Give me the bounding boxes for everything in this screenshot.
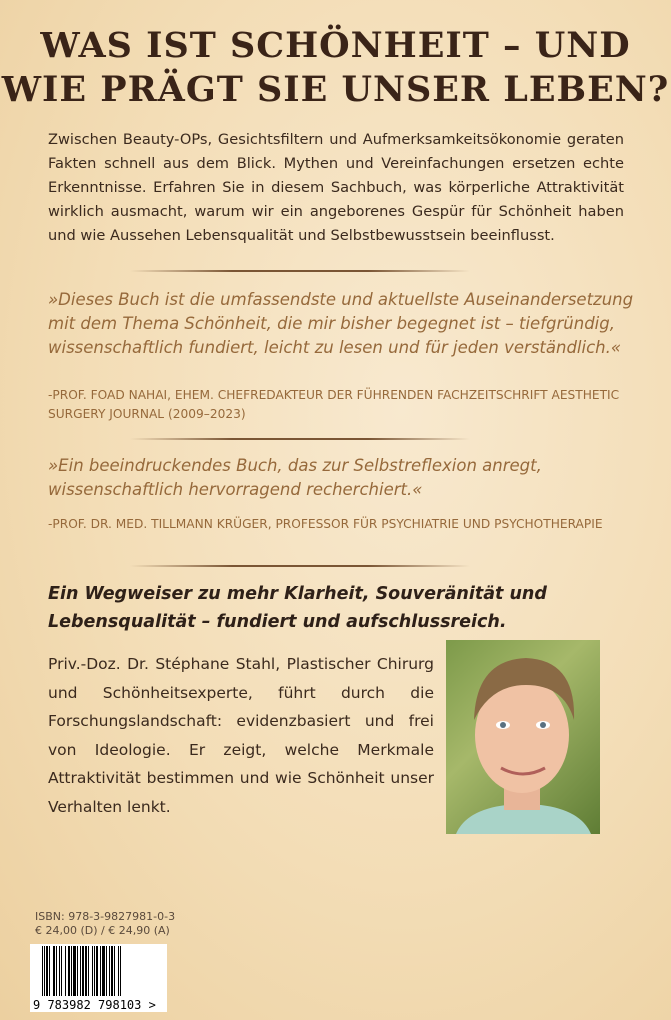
author-photo [446,640,600,834]
divider [130,270,470,272]
price: € 24,00 (D) / € 24,90 (A) [35,924,170,937]
barcode [30,944,167,1012]
tagline: Ein Wegweiser zu mehr Klarheit, Souveränität und Lebensqualität – fundiert und aufschlussreich. [48,584,547,632]
intro-text: Zwischen Beauty-OPs, Gesichtsfiltern und Aufmerksamkeitsökonomie geraten Fakten schnell aus dem Blick. Mythen und Vereinfachungen ersetzen echte Erkenntnisse. Erfahren Sie in diesem Sachbuch, was körperliche Attraktivität wirklich ausmacht, warum wir ein angeborenes Gespür für Schönheit haben und wie Aussehen Lebensqualität und Selbstbewusstsein beeinflusst. [48,131,624,244]
divider [130,438,470,440]
cover-title [0,24,671,112]
barcode-bars [42,946,123,996]
quote-2: »Ein beeindruckendes Buch, das zur Selbstreflexion anregt, wissenschaftlich hervorragend recherchiert.« [48,456,542,499]
quote-1: »Dieses Buch ist die umfassendste und aktuellste Auseinandersetzung mit dem Thema Schönheit, die mir bisher begegnet ist – tiefgründig, wissenschaftlich fundiert, leicht zu lesen und für jeden verständlich.« [48,290,634,357]
barcode-digits: 9 783982 798103 > [33,998,156,1012]
isbn-block [35,910,175,938]
barcode-bar [121,946,123,996]
title-line-2: WIE PRÄGT SIE UNSER LEBEN? [1,69,670,110]
quote-1-attribution: -PROF. FOAD NAHAI, EHEM. CHEFREDAKTEUR DER FÜHRENDEN FACHZEITSCHRIFT AESTHETIC SURGERY JOURNAL (2009–2023) [48,388,620,421]
author-bio: Priv.-Doz. Dr. Stéphane Stahl, Plastischer Chirurg und Schönheitsexperte, führt durch die Forschungslandschaft: evidenzbasiert und frei von Ideologie. Er zeigt, welche Merkmale Attraktivität bestimmen und wie Schönheit unser Verhalten lenkt. [48,655,434,816]
divider [130,565,470,567]
title-line-1: WAS IST SCHÖNHEIT – UND [40,25,631,66]
quote-2-attribution: -PROF. DR. MED. TILLMANN KRÜGER, PROFESSOR FÜR PSYCHIATRIE UND PSYCHOTHERAPIE [48,517,603,531]
isbn: ISBN: 978-3-9827981-0-3 [35,910,176,923]
